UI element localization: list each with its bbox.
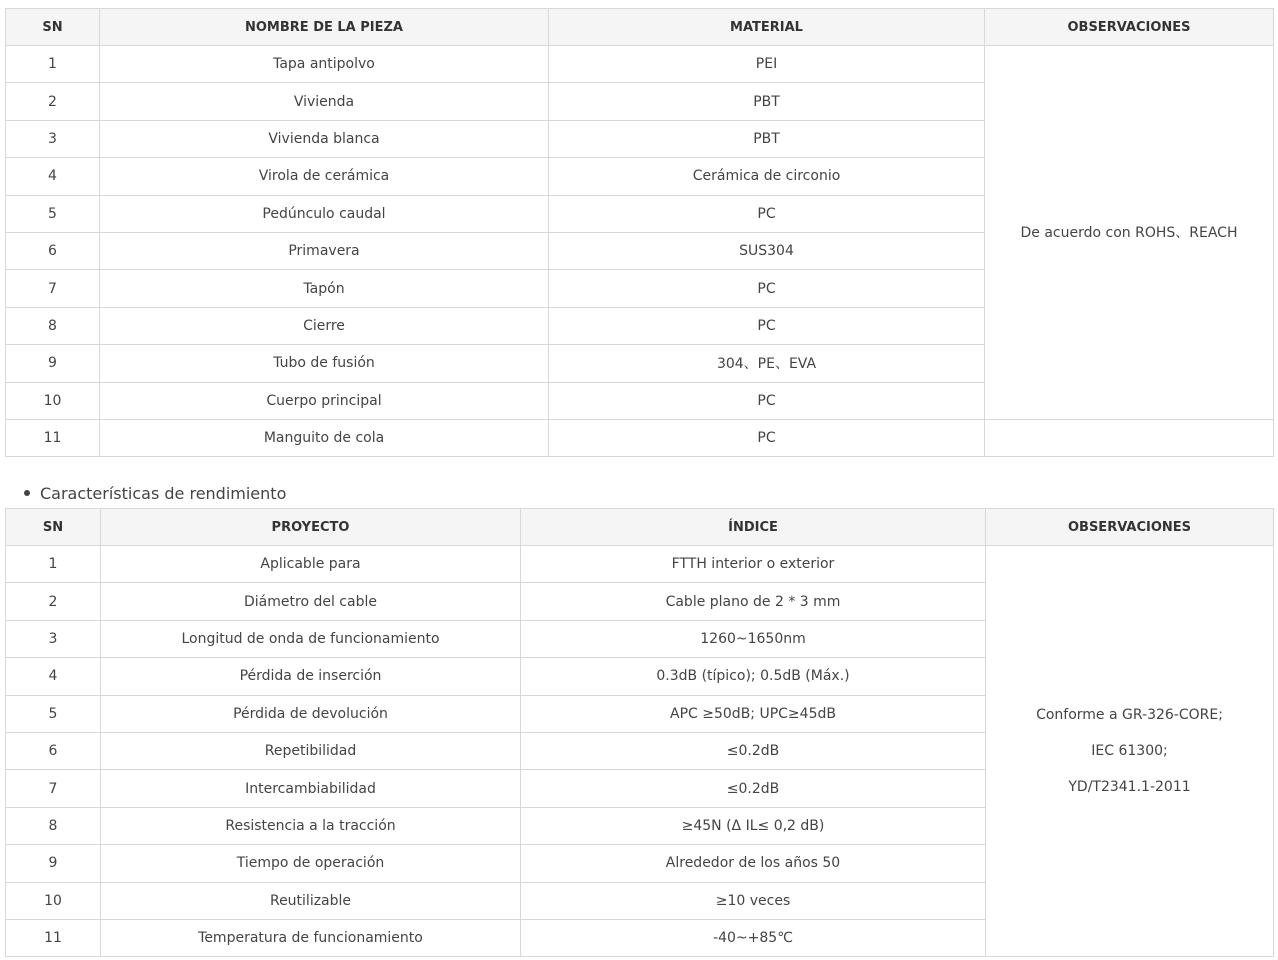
cell-index: APC ≥50dB; UPC≥45dB [521,695,986,732]
header-material: MATERIAL [549,9,985,46]
cell-material: Cerámica de circonio [549,158,985,195]
cell-sn: 1 [6,46,100,83]
cell-material: PC [549,270,985,307]
cell-sn: 3 [6,620,101,657]
cell-index: ≤0.2dB [521,770,986,807]
header-observations: OBSERVACIONES [986,509,1274,546]
cell-material: PC [549,382,985,419]
cell-project: Resistencia a la tracción [101,807,521,844]
cell-part-name: Pedúnculo caudal [100,195,549,232]
cell-project: Tiempo de operación [101,845,521,882]
cell-part-name: Manguito de cola [100,419,549,456]
header-sn: SN [6,9,100,46]
cell-material: SUS304 [549,232,985,269]
section-title [24,484,286,504]
cell-material: PC [549,195,985,232]
cell-index: 0.3dB (típico); 0.5dB (Máx.) [521,658,986,695]
cell-sn: 9 [6,345,100,382]
cell-project: Pérdida de inserción [101,658,521,695]
cell-sn: 1 [6,546,101,583]
header-observations: OBSERVACIONES [985,9,1274,46]
cell-sn: 7 [6,770,101,807]
cell-sn: 2 [6,583,101,620]
cell-project: Diámetro del cable [101,583,521,620]
observation-line: IEC 61300; [1091,743,1168,760]
cell-observation: De acuerdo con ROHS、REACH [985,46,1274,420]
bullet-icon [24,490,30,496]
cell-part-name: Tubo de fusión [100,345,549,382]
cell-part-name: Primavera [100,232,549,269]
cell-observation [986,546,1274,957]
table-row [6,419,1274,456]
header-sn: SN [6,509,101,546]
cell-part-name: Vivienda [100,83,549,120]
cell-part-name: Tapón [100,270,549,307]
cell-observation-empty [985,419,1274,456]
cell-sn: 8 [6,307,100,344]
header-index: ÍNDICE [521,509,986,546]
cell-index: ≤0.2dB [521,732,986,769]
parts-table [5,8,1274,457]
cell-sn: 2 [6,83,100,120]
header-project: PROYECTO [101,509,521,546]
cell-index: Cable plano de 2 * 3 mm [521,583,986,620]
observation-line: Conforme a GR-326-CORE; [1036,707,1223,724]
cell-project: Reutilizable [101,882,521,919]
cell-sn: 6 [6,232,100,269]
table-header-row [6,9,1274,46]
cell-sn: 3 [6,120,100,157]
cell-material: PEI [549,46,985,83]
cell-index: -40~+85℃ [521,919,986,956]
cell-sn: 7 [6,270,100,307]
cell-index: ≥45N (Δ IL≤ 0,2 dB) [521,807,986,844]
cell-sn: 4 [6,658,101,695]
cell-part-name: Cuerpo principal [100,382,549,419]
cell-sn: 8 [6,807,101,844]
table-row [6,546,1274,583]
cell-sn: 4 [6,158,100,195]
header-part-name: NOMBRE DE LA PIEZA [100,9,549,46]
cell-sn: 9 [6,845,101,882]
cell-sn: 11 [6,919,101,956]
cell-index: 1260~1650nm [521,620,986,657]
cell-index: FTTH interior o exterior [521,546,986,583]
cell-project: Longitud de onda de funcionamiento [101,620,521,657]
performance-table [5,508,1274,957]
cell-sn: 5 [6,195,100,232]
observation-line: YD/T2341.1-2011 [1068,779,1191,796]
cell-sn: 11 [6,419,100,456]
cell-project: Aplicable para [101,546,521,583]
cell-material: PBT [549,83,985,120]
table-header-row [6,509,1274,546]
cell-sn: 10 [6,382,100,419]
cell-project: Pérdida de devolución [101,695,521,732]
cell-index: ≥10 veces [521,882,986,919]
cell-part-name: Virola de cerámica [100,158,549,195]
cell-material: PC [549,419,985,456]
cell-material: PBT [549,120,985,157]
cell-part-name: Vivienda blanca [100,120,549,157]
cell-project: Temperatura de funcionamiento [101,919,521,956]
cell-sn: 10 [6,882,101,919]
cell-part-name: Cierre [100,307,549,344]
cell-sn: 5 [6,695,101,732]
cell-index: Alrededor de los años 50 [521,845,986,882]
cell-material: 304、PE、EVA [549,345,985,382]
cell-project: Repetibilidad [101,732,521,769]
table-row [6,46,1274,83]
cell-sn: 6 [6,732,101,769]
section-title-text: Características de rendimiento [40,484,287,503]
cell-material: PC [549,307,985,344]
cell-part-name: Tapa antipolvo [100,46,549,83]
cell-project: Intercambiabilidad [101,770,521,807]
